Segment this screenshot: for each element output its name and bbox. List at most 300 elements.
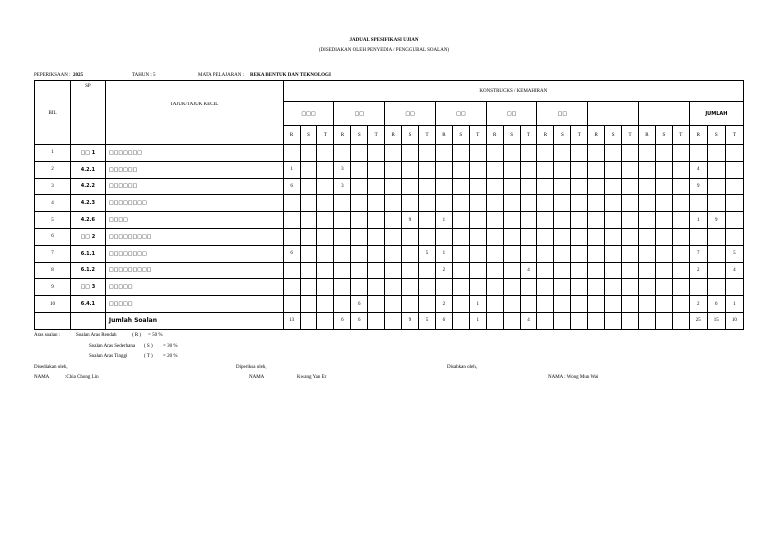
row-cell (368, 145, 385, 162)
row-cell (588, 245, 605, 262)
row-jumlah: 6 (707, 296, 725, 313)
row-sp: 6.1.2 (70, 262, 105, 279)
row-cell (419, 195, 436, 212)
row-cell (554, 178, 571, 195)
row-cell (368, 296, 385, 313)
row-cell (655, 178, 672, 195)
row-cell (435, 195, 452, 212)
row-cell (368, 279, 385, 296)
rst-header: R (639, 126, 656, 145)
row-cell: 1 (435, 245, 452, 262)
row-cell (554, 161, 571, 178)
row-bil: 4 (35, 195, 71, 212)
row-cell (588, 296, 605, 313)
row-cell (452, 161, 469, 178)
row-tajuk: □□□□□□□□ (105, 195, 283, 212)
row-jumlah: 2 (689, 262, 707, 279)
row-cell (537, 245, 554, 262)
row-cell (300, 161, 317, 178)
row-cell (435, 161, 452, 178)
row-cell (503, 262, 520, 279)
row-cell (655, 262, 672, 279)
row-cell (317, 228, 334, 245)
row-sp: 4.2.2 (70, 178, 105, 195)
aras-rendah-name: Soalan Aras Rendah (76, 333, 117, 338)
row-cell (385, 245, 402, 262)
row-cell (351, 195, 368, 212)
row-cell (368, 262, 385, 279)
tahun-label: TAHUN : 5 (132, 73, 156, 78)
row-cell (419, 279, 436, 296)
row-cell (452, 228, 469, 245)
row-bil: 2 (35, 161, 71, 178)
nama-pemeriksa-value: Kwang Yan Er (297, 375, 327, 380)
row-cell (351, 178, 368, 195)
row-cell (486, 178, 503, 195)
spec-table (34, 80, 744, 330)
row-jumlah (707, 262, 725, 279)
skill-group-header: □□□ (283, 102, 334, 126)
tajuk-header: TAJUK/TAJUK KECIL (105, 102, 283, 126)
row-cell (486, 245, 503, 262)
row-cell (537, 296, 554, 313)
row-cell (435, 145, 452, 162)
row-cell (334, 279, 351, 296)
row-bil: 9 (35, 279, 71, 296)
row-jumlah (707, 145, 725, 162)
row-cell (672, 145, 689, 162)
row-sp: □□ 3 (70, 279, 105, 296)
row-cell (503, 296, 520, 313)
total-cell (588, 312, 605, 329)
row-cell (351, 145, 368, 162)
rst-header: S (605, 126, 622, 145)
document-title: JADUAL SPESIFIKASI UJIAN (349, 38, 419, 43)
row-cell (554, 296, 571, 313)
row-cell (317, 145, 334, 162)
row-cell (419, 296, 436, 313)
row-cell (435, 228, 452, 245)
row-cell (655, 161, 672, 178)
sp-header-bottom (70, 126, 105, 145)
row-cell (520, 228, 537, 245)
rst-header: R (588, 126, 605, 145)
table-row (35, 262, 744, 279)
row-cell (672, 212, 689, 229)
row-cell (588, 178, 605, 195)
row-cell: 3 (334, 178, 351, 195)
rst-header: R (283, 126, 300, 145)
total-jumlah: 10 (725, 312, 743, 329)
disediakan-label: Disediakan oleh, (34, 365, 68, 370)
row-cell (402, 228, 419, 245)
row-sp: 6.4.1 (70, 296, 105, 313)
row-cell (554, 245, 571, 262)
row-cell (283, 296, 300, 313)
row-cell (385, 195, 402, 212)
row-cell (537, 161, 554, 178)
rst-header: T (317, 126, 334, 145)
row-cell: 4 (520, 262, 537, 279)
nama-penyedia-label: NAMA (34, 375, 50, 380)
skill-group-header: □□ (334, 102, 385, 126)
row-cell (300, 245, 317, 262)
row-jumlah (689, 195, 707, 212)
row-cell (486, 161, 503, 178)
peperiksaan-label: PEPERIKSAAN : (34, 73, 71, 78)
row-cell (469, 279, 486, 296)
row-cell (605, 145, 622, 162)
document-subtitle: (DISEDIAKAN OLEH PENYEDIA / PENGGUBAL SOALAN) (318, 48, 450, 53)
total-bil (35, 312, 71, 329)
aras-rendah-value: = 50 % (148, 333, 163, 338)
row-cell (655, 195, 672, 212)
row-bil: 3 (35, 178, 71, 195)
row-cell (402, 296, 419, 313)
total-cell: 6 (351, 312, 368, 329)
total-jumlah: 25 (689, 312, 707, 329)
total-cell (655, 312, 672, 329)
row-cell (385, 279, 402, 296)
row-cell (435, 178, 452, 195)
row-cell (317, 279, 334, 296)
row-cell (385, 228, 402, 245)
row-cell (300, 178, 317, 195)
row-cell (605, 195, 622, 212)
row-cell (520, 145, 537, 162)
row-cell (317, 161, 334, 178)
total-cell (554, 312, 571, 329)
row-cell (622, 262, 639, 279)
row-cell (588, 262, 605, 279)
row-tajuk: □□□□□□□□□ (105, 228, 283, 245)
skill-group-header: □□ (537, 102, 588, 126)
row-cell (639, 245, 656, 262)
row-cell (419, 212, 436, 229)
row-cell (452, 195, 469, 212)
row-cell (452, 145, 469, 162)
row-cell (520, 178, 537, 195)
nama-penyedia-value: :Chia Chong Lin (65, 375, 99, 380)
row-cell (537, 145, 554, 162)
row-cell (452, 245, 469, 262)
row-cell (622, 279, 639, 296)
row-cell (554, 212, 571, 229)
nama-pemeriksa-label: NAMA (249, 375, 265, 380)
row-jumlah (689, 279, 707, 296)
row-cell (334, 195, 351, 212)
row-cell (469, 212, 486, 229)
table-row (35, 161, 744, 178)
total-cell (571, 312, 588, 329)
row-cell (571, 279, 588, 296)
row-tajuk: □□□□□□□□ (105, 245, 283, 262)
row-cell (385, 262, 402, 279)
skill-group-header: □□ (435, 102, 486, 126)
row-tajuk: □□□□ (105, 212, 283, 229)
row-cell (571, 195, 588, 212)
row-cell (672, 178, 689, 195)
total-cell (486, 312, 503, 329)
row-jumlah (707, 228, 725, 245)
row-cell (605, 161, 622, 178)
row-tajuk: □□□□□□ (105, 161, 283, 178)
table-row (35, 245, 744, 262)
konstruk-header: KONSTRUCKS / KEMAHIRAN (283, 81, 743, 102)
row-cell (452, 296, 469, 313)
total-cell: 6 (435, 312, 452, 329)
row-cell (554, 262, 571, 279)
table-row (35, 145, 744, 162)
table-row (35, 178, 744, 195)
row-cell (537, 228, 554, 245)
row-cell (283, 212, 300, 229)
rst-header: R (334, 126, 351, 145)
row-sp: 4.2.6 (70, 212, 105, 229)
aras-tinggi-name: Soalan Aras Tinggi (89, 354, 128, 359)
row-cell (300, 195, 317, 212)
total-jumlah: 15 (707, 312, 725, 329)
rst-header: T (419, 126, 436, 145)
row-cell (571, 178, 588, 195)
row-cell (554, 228, 571, 245)
total-cell (503, 312, 520, 329)
row-jumlah: 1 (725, 296, 743, 313)
row-jumlah (707, 245, 725, 262)
row-cell (622, 296, 639, 313)
row-cell (334, 212, 351, 229)
table-row (35, 228, 744, 245)
row-jumlah (725, 178, 743, 195)
row-cell (655, 279, 672, 296)
rst-header: T (622, 126, 639, 145)
rst-header: T (725, 126, 743, 145)
row-cell (419, 262, 436, 279)
row-cell (368, 228, 385, 245)
row-cell (283, 262, 300, 279)
rst-header: S (300, 126, 317, 145)
row-cell: 2 (435, 296, 452, 313)
row-cell (351, 245, 368, 262)
row-cell (622, 145, 639, 162)
row-cell (639, 279, 656, 296)
row-cell (537, 195, 554, 212)
row-jumlah (707, 161, 725, 178)
aras-label: Aras soalan : (34, 333, 61, 338)
row-cell (317, 178, 334, 195)
row-cell (317, 245, 334, 262)
row-cell (486, 195, 503, 212)
rst-header: R (537, 126, 554, 145)
row-jumlah: 2 (689, 296, 707, 313)
row-cell (419, 228, 436, 245)
row-cell (571, 161, 588, 178)
total-cell: 5 (419, 312, 436, 329)
row-cell (672, 228, 689, 245)
row-cell (419, 178, 436, 195)
row-sp: □□ 2 (70, 228, 105, 245)
row-jumlah (725, 161, 743, 178)
jumlah-header: JUMLAH (689, 102, 743, 126)
row-cell (672, 296, 689, 313)
row-cell (571, 296, 588, 313)
row-cell: 2 (435, 262, 452, 279)
rst-header: T (672, 126, 689, 145)
row-cell (334, 262, 351, 279)
row-cell (639, 145, 656, 162)
row-tajuk: □□□□□□□ (105, 145, 283, 162)
disahkan-label: Disahkan oleh, (447, 365, 477, 370)
total-cell: 6 (334, 312, 351, 329)
row-cell (300, 228, 317, 245)
row-cell (537, 178, 554, 195)
row-cell (571, 262, 588, 279)
row-bil: 8 (35, 262, 71, 279)
row-cell (537, 212, 554, 229)
row-cell: 9 (402, 212, 419, 229)
row-cell (402, 145, 419, 162)
row-cell (537, 262, 554, 279)
row-cell (571, 212, 588, 229)
sp-header: SP (70, 81, 105, 102)
row-bil: 7 (35, 245, 71, 262)
rst-header: T (571, 126, 588, 145)
row-cell (605, 262, 622, 279)
row-cell (452, 178, 469, 195)
row-jumlah (725, 228, 743, 245)
row-cell (605, 296, 622, 313)
row-cell (639, 178, 656, 195)
row-cell (605, 212, 622, 229)
row-jumlah (725, 212, 743, 229)
row-cell (486, 228, 503, 245)
rst-header: S (351, 126, 368, 145)
row-cell (300, 145, 317, 162)
bil-header: BIL (35, 102, 71, 126)
row-cell (334, 228, 351, 245)
row-cell (469, 178, 486, 195)
row-cell (334, 296, 351, 313)
row-cell (639, 195, 656, 212)
row-cell (317, 212, 334, 229)
skill-group-header (639, 102, 690, 126)
row-cell (402, 178, 419, 195)
row-jumlah (689, 228, 707, 245)
row-cell (537, 279, 554, 296)
row-cell: 1 (469, 296, 486, 313)
row-cell (520, 245, 537, 262)
row-cell (334, 245, 351, 262)
row-cell (655, 245, 672, 262)
rst-header: T (520, 126, 537, 145)
row-cell (571, 228, 588, 245)
row-tajuk: □□□□□ (105, 279, 283, 296)
aras-sederhana-value: = 30 % (163, 344, 178, 349)
row-cell (588, 161, 605, 178)
total-cell (368, 312, 385, 329)
row-jumlah: 9 (707, 212, 725, 229)
table-row (35, 195, 744, 212)
row-cell: 6 (283, 178, 300, 195)
row-cell (588, 212, 605, 229)
total-sp (70, 312, 105, 329)
row-cell (283, 228, 300, 245)
total-cell: 4 (520, 312, 537, 329)
rst-header: R (486, 126, 503, 145)
row-sp: 4.2.3 (70, 195, 105, 212)
row-cell (503, 145, 520, 162)
rst-header: S (554, 126, 571, 145)
row-cell (300, 279, 317, 296)
row-cell (605, 279, 622, 296)
row-cell (554, 145, 571, 162)
row-jumlah (725, 195, 743, 212)
peperiksaan-value: 2025 (73, 73, 83, 78)
rst-header: T (469, 126, 486, 145)
row-cell (520, 212, 537, 229)
aras-sederhana-name: Soalan Aras Sederhana (89, 344, 136, 349)
row-cell (672, 279, 689, 296)
total-cell (622, 312, 639, 329)
bil-header-top (35, 81, 71, 102)
row-cell (486, 296, 503, 313)
row-cell: 6 (351, 296, 368, 313)
row-cell (385, 212, 402, 229)
mata-pelajaran-label: MATA PELAJARAN : (198, 73, 244, 78)
total-cell (639, 312, 656, 329)
row-jumlah: 4 (689, 161, 707, 178)
row-cell (385, 161, 402, 178)
row-jumlah (725, 279, 743, 296)
row-cell (672, 262, 689, 279)
row-cell (419, 161, 436, 178)
row-cell (351, 262, 368, 279)
row-jumlah: 7 (689, 245, 707, 262)
row-cell (435, 279, 452, 296)
row-cell (672, 195, 689, 212)
row-tajuk: □□□□□□ (105, 178, 283, 195)
row-cell (351, 212, 368, 229)
row-cell (655, 145, 672, 162)
table-row (35, 279, 744, 296)
skill-group-header (588, 102, 639, 126)
total-cell (300, 312, 317, 329)
total-cell (452, 312, 469, 329)
row-cell (385, 178, 402, 195)
table-row (35, 296, 744, 313)
aras-tinggi-code: ( T ) (144, 354, 153, 359)
row-cell (402, 245, 419, 262)
row-cell (402, 161, 419, 178)
row-cell (622, 228, 639, 245)
row-cell (639, 228, 656, 245)
row-cell (452, 279, 469, 296)
row-cell: 1 (435, 212, 452, 229)
row-cell: 5 (419, 245, 436, 262)
row-cell (469, 145, 486, 162)
row-cell (503, 228, 520, 245)
row-cell (469, 262, 486, 279)
row-sp: □□ 1 (70, 145, 105, 162)
aras-sederhana-code: ( S ) (144, 344, 153, 349)
table-row (35, 212, 744, 229)
row-bil: 10 (35, 296, 71, 313)
row-jumlah (707, 279, 725, 296)
skill-group-header: □□ (486, 102, 537, 126)
tajuk-header-top (105, 81, 283, 102)
rst-header: R (385, 126, 402, 145)
row-cell (554, 279, 571, 296)
